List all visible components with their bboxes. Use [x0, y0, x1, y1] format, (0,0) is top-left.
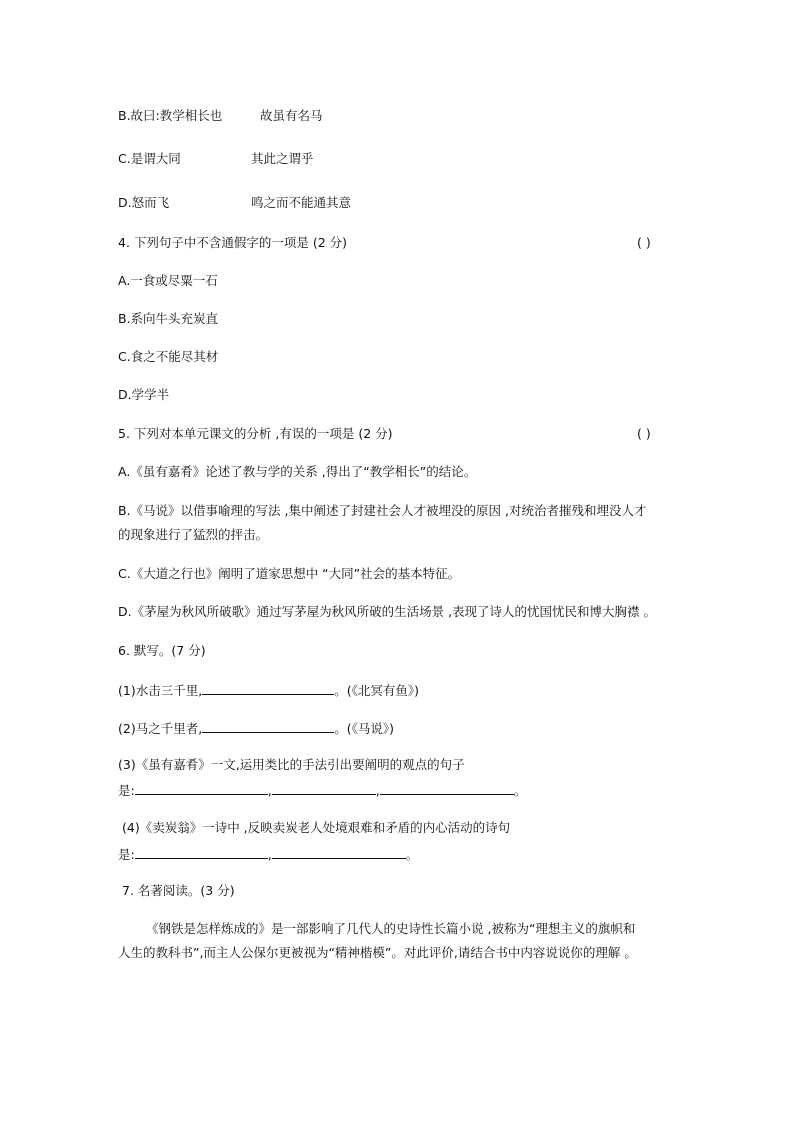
q5-option-c: C.《大道之行也》阐明了道家思想中 “大同”社会的基本特征。 — [118, 566, 461, 581]
q6-item2-source: 。(《马说》) — [334, 721, 394, 736]
q3-option-d-right: 鸣之而不能通其意 — [251, 195, 352, 210]
q6-item1-blank[interactable] — [202, 681, 334, 695]
q6-item2-text: (2)马之千里者, — [118, 721, 203, 736]
q5-option-b-line1: B.《马说》以借事喻理的写法 ,集中阐述了封建社会人才被埋没的原因 ,对统治者摧残和埋没人才 — [118, 503, 647, 518]
q6-item4-line1: (4)《卖炭翁》一诗中 ,反映卖炭老人处境艰难和矛盾的内心活动的诗句 — [122, 820, 511, 835]
q6-item1-text: (1)水击三千里, — [118, 683, 203, 698]
q6-item3-line1: (3)《虽有嘉肴》一文,运用类比的手法引出要阐明的观点的句子 — [118, 757, 465, 772]
q6-item2 — [118, 719, 394, 737]
q3-option-c-left: C.是谓大同 — [118, 151, 181, 166]
q6-item4-period: 。 — [405, 847, 419, 862]
q5-option-a: A.《虽有嘉肴》论述了教与学的关系 ,得出了“教学相长”的结论。 — [118, 464, 477, 479]
q3-option-d-left: D.怒而飞 — [118, 195, 170, 210]
q4-option-c: C.食之不能尽其材 — [118, 349, 219, 364]
q4-option-a: A.一食或尽粟一石 — [118, 273, 218, 288]
q6-item4-line2 — [118, 845, 418, 863]
q6-item3-comma1: , — [267, 783, 272, 798]
q6-item3-period: 。 — [513, 783, 527, 798]
q5-stem: 5. 下列对本单元课文的分析 ,有误的一项是 (2 分) — [118, 426, 393, 441]
q6-item3-blank1[interactable] — [135, 781, 268, 795]
q6-item4-blank1[interactable] — [135, 845, 268, 859]
q7-paragraph-line2: 人生的教科书”,而主人公保尔更被视为“精神楷模”。对此评价,请结合书中内容说说你的理解 。 — [118, 945, 637, 960]
q4-option-b: B.系向牛头充炭直 — [118, 311, 219, 326]
q6-item3-comma2: , — [375, 783, 380, 798]
q4-option-d: D.学学半 — [118, 387, 170, 402]
q6-item3-blank2[interactable] — [272, 781, 376, 795]
q3-option-c-right: 其此之谓乎 — [251, 151, 314, 166]
q5-option-d: D.《茅屋为秋风所破歌》通过写茅屋为秋风所破的生活场景 ,表现了诗人的忧国忧民和博大胸襟 。 — [118, 604, 657, 619]
q6-item1-source: 。(《北冥有鱼》) — [334, 683, 419, 698]
q4-answer-paren: ( ) — [637, 235, 651, 250]
q6-item3-line2 — [118, 781, 526, 799]
q5-option-b-line2: 的现象进行了猛烈的抨击。 — [118, 527, 269, 542]
q6-stem: 6. 默写。(7 分) — [118, 643, 206, 658]
q5-answer-paren: ( ) — [637, 426, 651, 441]
q3-option-b-right: 故虽有名马 — [260, 108, 323, 123]
q6-item3-blank3[interactable] — [380, 781, 514, 795]
q7-stem: 7. 名著阅读。(3 分) — [122, 883, 235, 898]
q6-item4-blank2[interactable] — [272, 845, 406, 859]
q7-paragraph-line1: 《钢铁是怎样炼成的》是一部影响了几代人的史诗性长篇小说 ,被称为“理想主义的旗帜和 — [146, 921, 636, 936]
q6-item1 — [118, 681, 419, 699]
q6-item3-prefix: 是: — [118, 783, 135, 798]
q6-item2-blank[interactable] — [202, 719, 334, 733]
q4-stem: 4. 下列句子中不含通假字的一项是 (2 分) — [118, 235, 348, 250]
q6-item4-comma: , — [267, 847, 272, 862]
q6-item4-prefix: 是: — [118, 847, 135, 862]
q3-option-b-left: B.故曰:教学相长也 — [118, 108, 223, 123]
